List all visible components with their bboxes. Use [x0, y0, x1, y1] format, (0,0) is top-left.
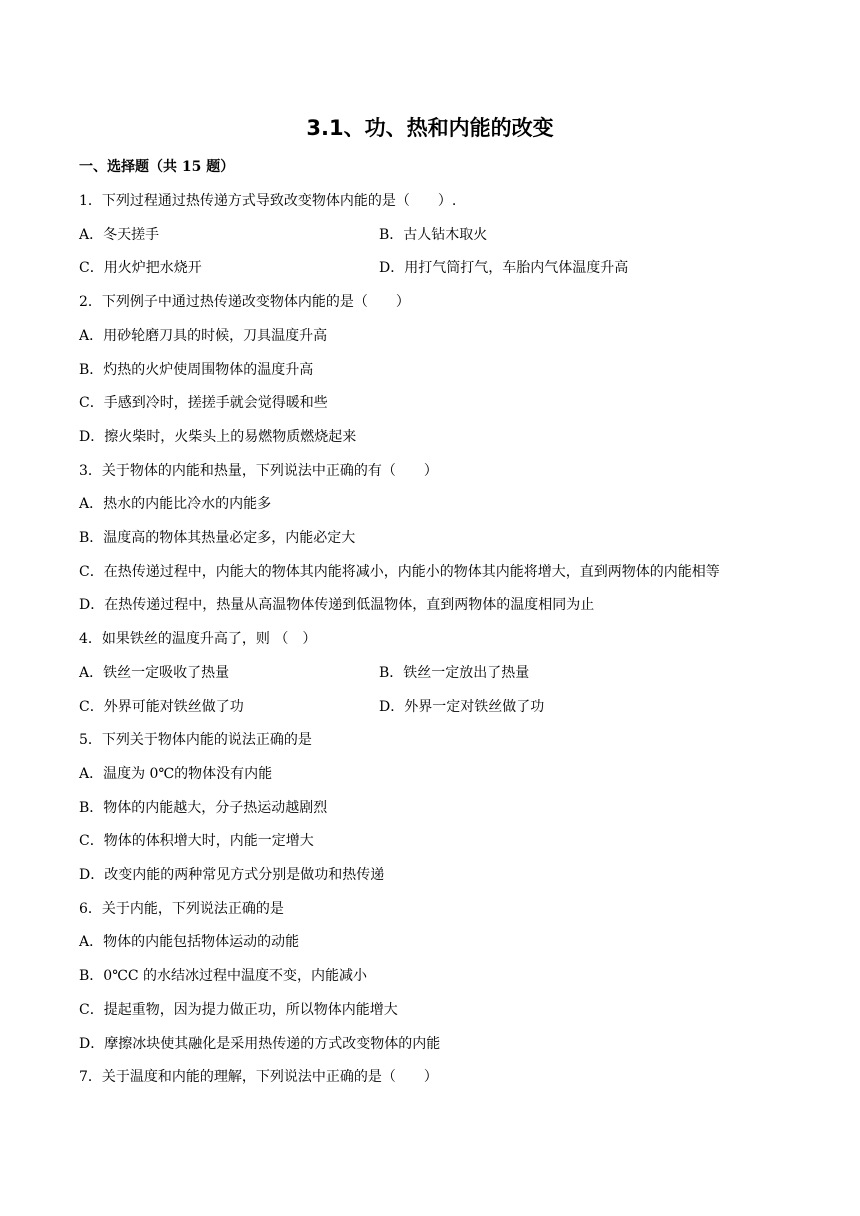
question-line: 1．下列过程通过热传递方式导致改变物体内能的是（ ）. — [79, 193, 457, 209]
document-title: 3.1、功、热和内能的改变 — [306, 116, 554, 140]
question-line: A．冬天搓手 — [79, 227, 160, 243]
question-line: C．物体的体积增大时，内能一定增大 — [79, 833, 314, 849]
question-line: B．物体的内能越大，分子热运动越剧烈 — [79, 800, 328, 816]
question-line: 2．下列例子中通过热传递改变物体内能的是（ ） — [79, 294, 410, 310]
question-line: D．在热传递过程中，热量从高温物体传递到低温物体，直到两物体的温度相同为止 — [79, 597, 595, 613]
question-line: C．在热传递过程中，内能大的物体其内能将减小，内能小的物体其内能将增大，直到两物体的内能相等 — [79, 564, 720, 580]
question-line: A．热水的内能比冷水的内能多 — [79, 496, 272, 512]
question-option: D．用打气筒打气，车胎内气体温度升高 — [379, 260, 629, 276]
question-option: B．铁丝一定放出了热量 — [379, 665, 530, 681]
question-line: A．物体的内能包括物体运动的动能 — [79, 934, 300, 950]
question-line: A．铁丝一定吸收了热量 — [79, 665, 230, 681]
section-heading: 一、选择题（共 15 题） — [79, 159, 235, 175]
question-option: D．外界一定对铁丝做了功 — [379, 699, 545, 715]
question-line: C．手感到冷时，搓搓手就会觉得暖和些 — [79, 395, 328, 411]
question-line: C．外界可能对铁丝做了功 — [79, 699, 244, 715]
question-line: 7．关于温度和内能的理解，下列说法中正确的是（ ） — [79, 1069, 438, 1085]
question-line: D．擦火柴时，火柴头上的易燃物质燃烧起来 — [79, 429, 357, 445]
question-line: D．改变内能的两种常见方式分别是做功和热传递 — [79, 867, 385, 883]
question-line: B．0℃C 的水结冰过程中温度不变，内能减小 — [79, 968, 368, 984]
question-line: C．提起重物，因为提力做正功，所以物体内能增大 — [79, 1002, 398, 1018]
question-line: 6．关于内能，下列说法正确的是 — [79, 901, 284, 917]
question-line: A．用砂轮磨刀具的时候，刀具温度升高 — [79, 328, 328, 344]
question-line: 3．关于物体的内能和热量，下列说法中正确的有（ ） — [79, 463, 438, 479]
question-line: 4．如果铁丝的温度升高了，则 （ ） — [79, 631, 317, 647]
question-line: 5．下列关于物体内能的说法正确的是 — [79, 732, 312, 748]
question-line: C．用火炉把水烧开 — [79, 260, 202, 276]
question-line: A．温度为 0℃的物体没有内能 — [79, 766, 273, 782]
question-line: B．灼热的火炉使周围物体的温度升高 — [79, 362, 314, 378]
question-line: D．摩擦冰块使其融化是采用热传递的方式改变物体的内能 — [79, 1036, 441, 1052]
question-option: B．古人钻木取火 — [379, 227, 488, 243]
question-line: B．温度高的物体其热量必定多，内能必定大 — [79, 530, 356, 546]
